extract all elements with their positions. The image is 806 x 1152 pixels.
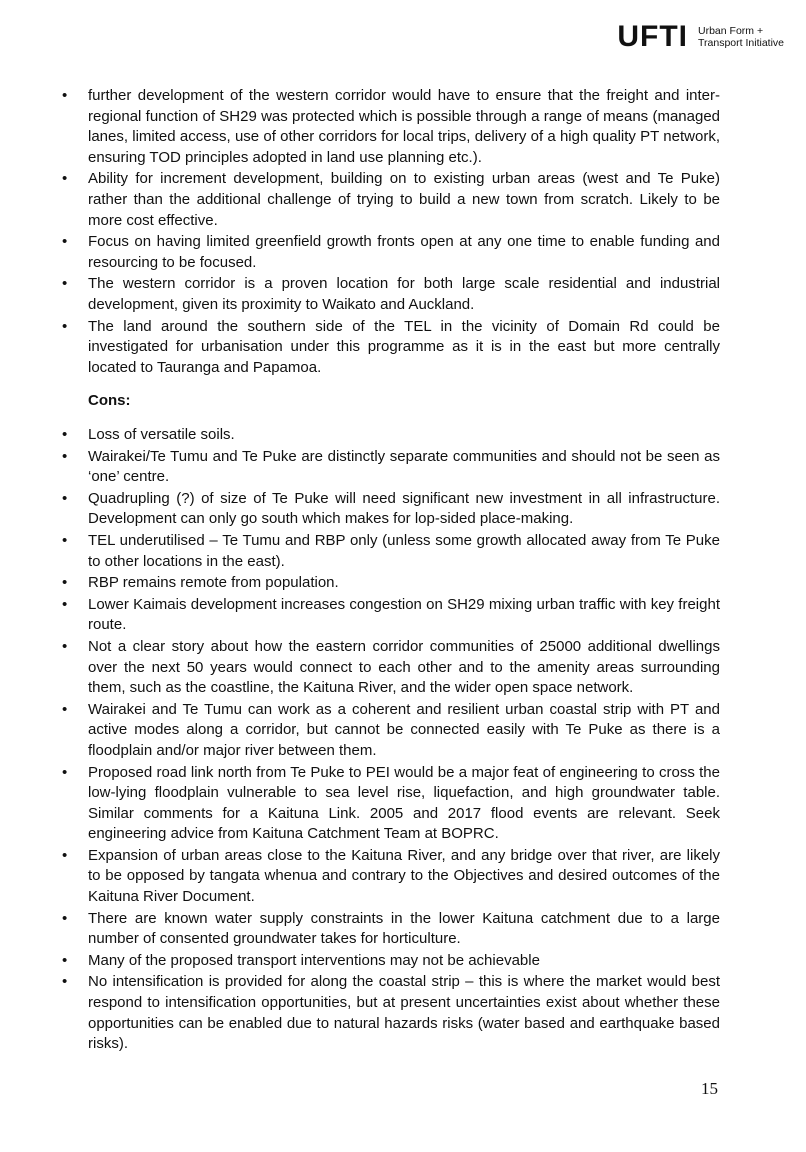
list-item — [62, 447, 720, 488]
list-item — [62, 274, 720, 315]
list-item — [62, 531, 720, 572]
bullet-icon: • — [62, 317, 68, 335]
list-item-text: Wairakei and Te Tumu can work as a coherent and resilient urban coastal strip with PT and active modes along a corridor, but cannot be connected easily with Te Puke as there is a floodplain and/or major river between them. — [88, 700, 720, 759]
list-item-text: RBP remains remote from population. — [88, 574, 339, 592]
cons-list — [62, 425, 720, 1056]
list-item — [62, 86, 720, 168]
list-item-text: further development of the western corridor would have to ensure that the freight and inter-regional function of SH29 was protected which is possible through a range of means (managed lanes, limited access, use of other corridors for local trips, delivery of a high quality PT network, ensuring TOD principles adopted in land use planning etc.). — [88, 87, 720, 166]
page-number: 15 — [701, 1079, 718, 1098]
bullet-icon: • — [62, 763, 68, 781]
list-item — [62, 573, 720, 594]
list-item-text: Wairakei/Te Tumu and Te Puke are distinctly separate communities and should not be seen as ‘one’ centre. — [88, 447, 720, 486]
bullet-icon: • — [62, 170, 68, 188]
bullet-icon: • — [62, 447, 68, 465]
list-item-text: No intensification is provided for along the coastal strip – this is where the market would best respond to intensification opportunities, but at present uncertainties exist about whether these opportunities can be enabled due to natural hazards risks (water based and earthquake based risks). — [88, 973, 720, 1053]
list-item-text: The western corridor is a proven location for both large scale residential and industrial development, given its proximity to Waikato and Auckland. — [88, 275, 720, 313]
bullet-icon: • — [62, 574, 68, 592]
bullet-icon: • — [62, 489, 68, 507]
list-item-text: Expansion of urban areas close to the Kaituna River, and any bridge over that river, are likely to be opposed by tangata whenua and contrary to the Objectives and desired outcomes of the Kaituna River Document. — [88, 846, 720, 906]
list-item — [62, 595, 720, 636]
list-item-text: The land around the southern side of the TEL in the vicinity of Domain Rd could be investigated for urbanisation under this programme as it is in the east but more centrally located to Tauranga and Papamoa. — [88, 317, 720, 376]
bullet-icon: • — [62, 637, 68, 655]
list-item — [62, 700, 720, 762]
list-item — [62, 637, 720, 699]
bullet-icon: • — [62, 700, 68, 718]
logo-subtitle-line-1: Urban Form + — [698, 25, 764, 37]
bullet-icon: • — [62, 951, 68, 969]
list-item — [62, 232, 720, 273]
bullet-icon: • — [62, 595, 68, 613]
bullet-icon: • — [62, 909, 68, 927]
list-item-text: TEL underutilised – Te Tumu and RBP only (unless some growth allocated away from Te Puke to other locations in the east). — [88, 531, 720, 570]
list-item-text: Not a clear story about how the eastern corridor communities of 25000 additional dwellings over the next 50 years would connect to each other and to the amenity areas surrounding them, such as the coastline, the Kaituna River, and the wider open space network. — [88, 637, 720, 697]
bullet-icon: • — [62, 846, 68, 864]
list-item — [62, 425, 720, 446]
bullet-icon: • — [62, 275, 68, 293]
bullet-icon: • — [62, 426, 68, 443]
list-item-text: Loss of versatile soils. — [88, 426, 235, 443]
logo-subtitle — [698, 25, 784, 49]
list-item-text: Focus on having limited greenfield growth fronts open at any one time to enable funding and resourcing to be focused. — [88, 233, 720, 271]
list-item — [62, 317, 720, 379]
list-item — [62, 489, 720, 530]
ufti-logo — [617, 22, 784, 52]
list-item-text: Proposed road link north from Te Puke to PEI would be a major feat of engineering to cross the low-lying floodplain vulnerable to sea level rise, liquefaction, and high groundwater table. Similar comments for a Kaituna Link. 2005 and 2017 flood events are relevant. Seek engineering advice from Kaituna Catchment Team at BOPRC. — [88, 763, 720, 843]
list-item-text: Many of the proposed transport interventions may not be achievable — [88, 951, 540, 969]
logo-mark: UFTI — [617, 20, 689, 53]
bullet-icon: • — [62, 233, 68, 251]
bullet-icon: • — [62, 87, 68, 104]
bullet-icon: • — [62, 973, 68, 991]
logo-subtitle-line-2: Transport Initiative — [698, 37, 784, 49]
list-item — [62, 972, 720, 1054]
list-item-text: Lower Kaimais development increases congestion on SH29 mixing urban traffic with key freight route. — [88, 595, 720, 634]
list-item-text: Quadrupling (?) of size of Te Puke will need significant new investment in all infrastructure. Development can only go south which makes for lop-sided place-making. — [88, 489, 720, 528]
pros-list — [62, 86, 720, 379]
list-item — [62, 951, 720, 972]
list-item-text: There are known water supply constraints in the lower Kaituna catchment due to a large number of consented groundwater takes for horticulture. — [88, 909, 720, 948]
list-item — [62, 763, 720, 845]
bullet-icon: • — [62, 531, 68, 549]
list-item-text: Ability for increment development, building on to existing urban areas (west and Te Puke) rather than the additional challenge of trying to build a new town from scratch. Likely to be more cost effective. — [88, 170, 720, 229]
cons-heading: Cons: — [88, 392, 131, 409]
list-item — [62, 169, 720, 231]
list-item — [62, 909, 720, 950]
list-item — [62, 846, 720, 908]
